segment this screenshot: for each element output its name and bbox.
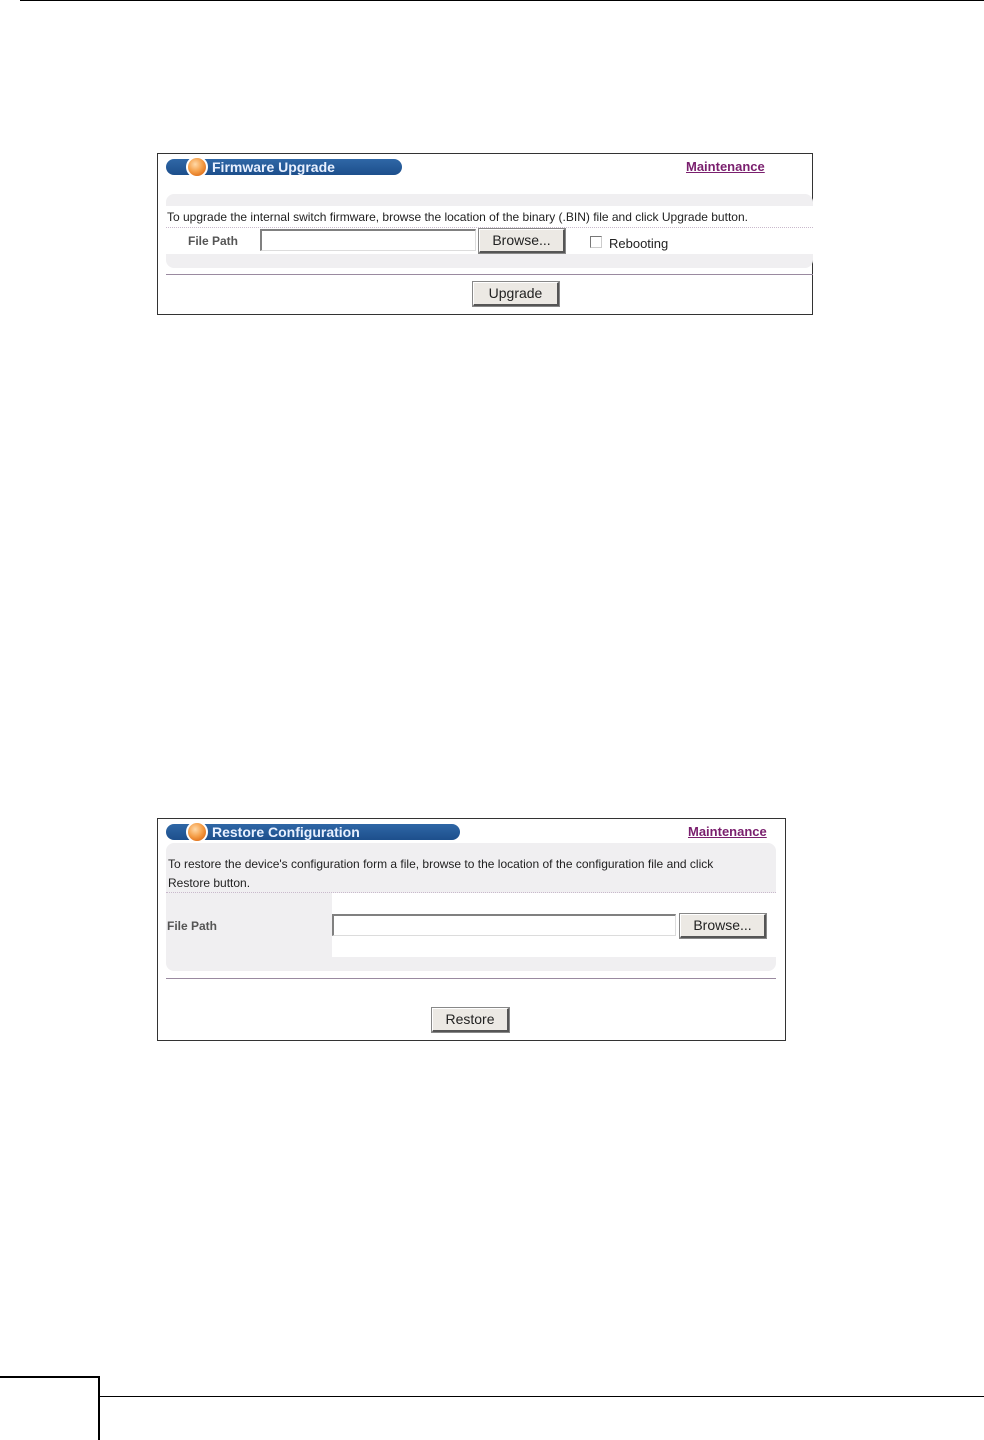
firmware-upgrade-title: Firmware Upgrade <box>212 159 335 175</box>
restore-configuration-panel <box>157 818 786 1041</box>
firmware-upgrade-panel <box>157 153 813 315</box>
panel-separator <box>166 978 776 979</box>
file-path-label: File Path <box>167 919 218 933</box>
restore-configuration-title: Restore Configuration <box>212 824 360 840</box>
file-path-input[interactable] <box>260 229 476 251</box>
rebooting-label: Rebooting <box>609 236 669 251</box>
restore-description-line1: To restore the device's configuration form a file, browse to the location of the configuration file and click <box>168 857 714 871</box>
panel-separator <box>166 274 813 275</box>
page-bottom-rule <box>100 1396 984 1397</box>
restore-button[interactable]: Restore <box>432 1008 509 1032</box>
browse-button[interactable]: Browse... <box>479 229 565 253</box>
rebooting-checkbox[interactable] <box>590 236 602 248</box>
row-divider <box>166 227 813 228</box>
firmware-upgrade-title-bar <box>166 159 402 175</box>
firmware-upgrade-description: To upgrade the internal switch firmware, browse the location of the binary (.BIN) file and click Upgrade button. <box>167 210 748 224</box>
page-number-box <box>0 1376 100 1440</box>
file-path-input[interactable] <box>332 914 676 936</box>
maintenance-link[interactable]: Maintenance <box>688 824 767 839</box>
orb-icon <box>186 156 208 178</box>
restore-configuration-title-bar <box>166 824 460 840</box>
upgrade-button[interactable]: Upgrade <box>473 282 559 306</box>
file-path-label: File Path <box>188 234 239 248</box>
page-top-rule <box>20 0 984 1</box>
restore-description-line2: Restore button. <box>168 876 251 890</box>
orb-icon <box>186 821 208 843</box>
browse-button[interactable]: Browse... <box>680 914 766 938</box>
maintenance-link[interactable]: Maintenance <box>686 159 765 174</box>
